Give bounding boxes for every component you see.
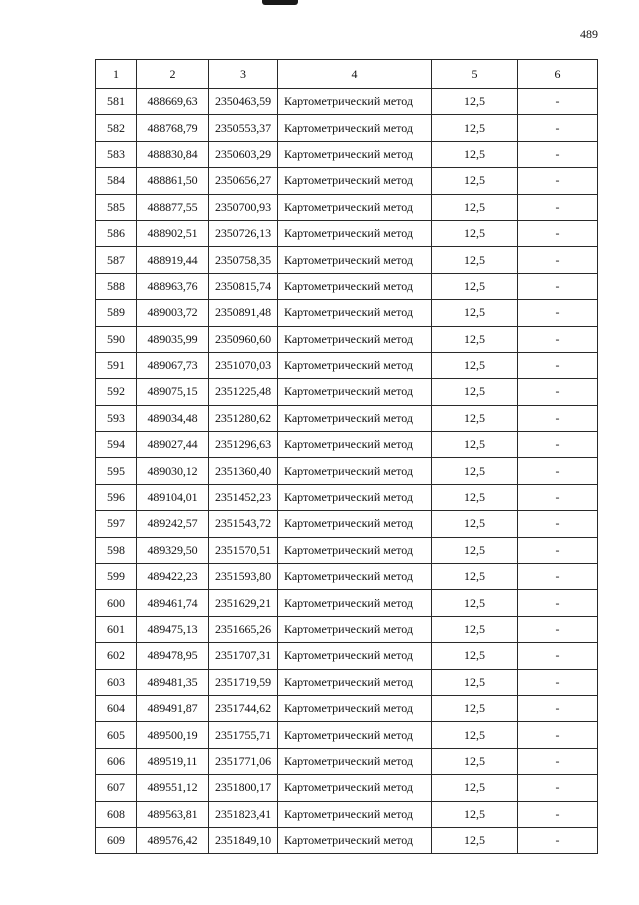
cell-note: - <box>518 115 598 141</box>
table-row <box>96 643 598 669</box>
cell-method: Картометрический метод <box>278 405 432 431</box>
cell-note: - <box>518 379 598 405</box>
cell-note: - <box>518 590 598 616</box>
cell-accuracy: 12,5 <box>432 326 518 352</box>
cell-note: - <box>518 220 598 246</box>
cell-x-coordinate: 489329,50 <box>137 537 209 563</box>
cell-method: Картометрический метод <box>278 168 432 194</box>
table-row <box>96 458 598 484</box>
cell-note: - <box>518 564 598 590</box>
cell-y-coordinate: 2351070,03 <box>209 352 278 378</box>
cell-method: Картометрический метод <box>278 273 432 299</box>
cell-point-number: 603 <box>96 669 137 695</box>
cell-x-coordinate: 488768,79 <box>137 115 209 141</box>
table-row <box>96 432 598 458</box>
cell-method: Картометрический метод <box>278 89 432 115</box>
cell-note: - <box>518 141 598 167</box>
cell-y-coordinate: 2351719,59 <box>209 669 278 695</box>
cell-note: - <box>518 511 598 537</box>
cell-x-coordinate: 488919,44 <box>137 247 209 273</box>
cell-x-coordinate: 488669,63 <box>137 89 209 115</box>
cell-note: - <box>518 748 598 774</box>
cell-method: Картометрический метод <box>278 484 432 510</box>
cell-point-number: 599 <box>96 564 137 590</box>
header-row <box>96 60 598 89</box>
cell-method: Картометрический метод <box>278 458 432 484</box>
cell-note: - <box>518 616 598 642</box>
cell-accuracy: 12,5 <box>432 775 518 801</box>
cell-y-coordinate: 2350960,60 <box>209 326 278 352</box>
cell-method: Картометрический метод <box>278 748 432 774</box>
cell-note: - <box>518 247 598 273</box>
cell-accuracy: 12,5 <box>432 115 518 141</box>
cell-accuracy: 12,5 <box>432 458 518 484</box>
cell-accuracy: 12,5 <box>432 405 518 431</box>
cell-accuracy: 12,5 <box>432 590 518 616</box>
table-row <box>96 220 598 246</box>
cell-y-coordinate: 2351707,31 <box>209 643 278 669</box>
cell-point-number: 589 <box>96 300 137 326</box>
cell-method: Картометрический метод <box>278 537 432 563</box>
table-row <box>96 379 598 405</box>
cell-note: - <box>518 775 598 801</box>
cell-y-coordinate: 2351665,26 <box>209 616 278 642</box>
cell-note: - <box>518 273 598 299</box>
cell-x-coordinate: 488861,50 <box>137 168 209 194</box>
cell-accuracy: 12,5 <box>432 616 518 642</box>
cell-x-coordinate: 489422,23 <box>137 564 209 590</box>
table-row <box>96 484 598 510</box>
column-header-6: 6 <box>518 60 598 89</box>
table-row <box>96 775 598 801</box>
cell-note: - <box>518 194 598 220</box>
cell-point-number: 609 <box>96 827 137 853</box>
cell-x-coordinate: 489027,44 <box>137 432 209 458</box>
cell-method: Картометрический метод <box>278 775 432 801</box>
cell-note: - <box>518 722 598 748</box>
table-row <box>96 247 598 273</box>
table-header <box>96 60 598 89</box>
cell-y-coordinate: 2351744,62 <box>209 695 278 721</box>
cell-point-number: 587 <box>96 247 137 273</box>
table-row <box>96 273 598 299</box>
cell-accuracy: 12,5 <box>432 827 518 853</box>
cell-point-number: 597 <box>96 511 137 537</box>
cell-y-coordinate: 2351225,48 <box>209 379 278 405</box>
cell-note: - <box>518 432 598 458</box>
cell-x-coordinate: 489481,35 <box>137 669 209 695</box>
cell-y-coordinate: 2351543,72 <box>209 511 278 537</box>
cell-point-number: 584 <box>96 168 137 194</box>
cell-note: - <box>518 326 598 352</box>
cell-x-coordinate: 489461,74 <box>137 590 209 616</box>
cell-x-coordinate: 489491,87 <box>137 695 209 721</box>
cell-x-coordinate: 489563,81 <box>137 801 209 827</box>
table-row <box>96 194 598 220</box>
cell-accuracy: 12,5 <box>432 379 518 405</box>
cell-method: Картометрический метод <box>278 564 432 590</box>
cell-note: - <box>518 537 598 563</box>
cell-accuracy: 12,5 <box>432 511 518 537</box>
table-row <box>96 827 598 853</box>
cell-accuracy: 12,5 <box>432 141 518 167</box>
cell-y-coordinate: 2351771,06 <box>209 748 278 774</box>
cell-y-coordinate: 2351755,71 <box>209 722 278 748</box>
cell-method: Картометрический метод <box>278 300 432 326</box>
cell-point-number: 583 <box>96 141 137 167</box>
cell-note: - <box>518 827 598 853</box>
cell-accuracy: 12,5 <box>432 748 518 774</box>
cell-y-coordinate: 2351570,51 <box>209 537 278 563</box>
cell-point-number: 586 <box>96 220 137 246</box>
table-row <box>96 748 598 774</box>
cell-point-number: 598 <box>96 537 137 563</box>
table-row <box>96 669 598 695</box>
cell-x-coordinate: 489104,01 <box>137 484 209 510</box>
cell-method: Картометрический метод <box>278 590 432 616</box>
table-row <box>96 695 598 721</box>
cell-accuracy: 12,5 <box>432 537 518 563</box>
table-row <box>96 168 598 194</box>
cell-point-number: 595 <box>96 458 137 484</box>
cell-note: - <box>518 300 598 326</box>
cell-point-number: 591 <box>96 352 137 378</box>
cell-method: Картометрический метод <box>278 379 432 405</box>
cell-accuracy: 12,5 <box>432 194 518 220</box>
table-row <box>96 564 598 590</box>
cell-y-coordinate: 2351849,10 <box>209 827 278 853</box>
cell-x-coordinate: 488963,76 <box>137 273 209 299</box>
cell-x-coordinate: 489519,11 <box>137 748 209 774</box>
cell-accuracy: 12,5 <box>432 722 518 748</box>
table-row <box>96 537 598 563</box>
cell-x-coordinate: 489067,73 <box>137 352 209 378</box>
cell-method: Картометрический метод <box>278 115 432 141</box>
cell-method: Картометрический метод <box>278 643 432 669</box>
cell-y-coordinate: 2350463,59 <box>209 89 278 115</box>
column-header-1: 1 <box>96 60 137 89</box>
cell-accuracy: 12,5 <box>432 669 518 695</box>
scan-artifact-mark <box>262 0 298 5</box>
cell-note: - <box>518 695 598 721</box>
cell-y-coordinate: 2350726,13 <box>209 220 278 246</box>
cell-method: Картометрический метод <box>278 247 432 273</box>
cell-note: - <box>518 458 598 484</box>
cell-point-number: 601 <box>96 616 137 642</box>
cell-method: Картометрический метод <box>278 616 432 642</box>
cell-accuracy: 12,5 <box>432 432 518 458</box>
cell-method: Картометрический метод <box>278 352 432 378</box>
cell-point-number: 602 <box>96 643 137 669</box>
cell-method: Картометрический метод <box>278 695 432 721</box>
cell-y-coordinate: 2351800,17 <box>209 775 278 801</box>
column-header-3: 3 <box>209 60 278 89</box>
table-row <box>96 405 598 431</box>
cell-y-coordinate: 2350603,29 <box>209 141 278 167</box>
cell-point-number: 596 <box>96 484 137 510</box>
table-body <box>96 89 598 854</box>
cell-accuracy: 12,5 <box>432 352 518 378</box>
table-row <box>96 801 598 827</box>
cell-accuracy: 12,5 <box>432 695 518 721</box>
table-row <box>96 89 598 115</box>
coordinates-table <box>95 59 598 854</box>
column-header-2: 2 <box>137 60 209 89</box>
table-row <box>96 722 598 748</box>
cell-x-coordinate: 489242,57 <box>137 511 209 537</box>
cell-point-number: 588 <box>96 273 137 299</box>
table-row <box>96 300 598 326</box>
cell-note: - <box>518 484 598 510</box>
cell-method: Картометрический метод <box>278 801 432 827</box>
table-row <box>96 141 598 167</box>
cell-y-coordinate: 2351360,40 <box>209 458 278 484</box>
cell-y-coordinate: 2351823,41 <box>209 801 278 827</box>
cell-accuracy: 12,5 <box>432 247 518 273</box>
cell-note: - <box>518 405 598 431</box>
cell-accuracy: 12,5 <box>432 220 518 246</box>
cell-accuracy: 12,5 <box>432 300 518 326</box>
cell-x-coordinate: 489030,12 <box>137 458 209 484</box>
cell-y-coordinate: 2350553,37 <box>209 115 278 141</box>
cell-y-coordinate: 2351452,23 <box>209 484 278 510</box>
cell-point-number: 604 <box>96 695 137 721</box>
cell-point-number: 608 <box>96 801 137 827</box>
cell-x-coordinate: 489034,48 <box>137 405 209 431</box>
cell-method: Картометрический метод <box>278 722 432 748</box>
cell-x-coordinate: 488902,51 <box>137 220 209 246</box>
cell-y-coordinate: 2350656,27 <box>209 168 278 194</box>
cell-point-number: 592 <box>96 379 137 405</box>
cell-accuracy: 12,5 <box>432 89 518 115</box>
cell-accuracy: 12,5 <box>432 273 518 299</box>
cell-x-coordinate: 489576,42 <box>137 827 209 853</box>
table-row <box>96 326 598 352</box>
table-row <box>96 352 598 378</box>
cell-accuracy: 12,5 <box>432 801 518 827</box>
cell-point-number: 605 <box>96 722 137 748</box>
cell-x-coordinate: 489500,19 <box>137 722 209 748</box>
cell-accuracy: 12,5 <box>432 643 518 669</box>
cell-x-coordinate: 489035,99 <box>137 326 209 352</box>
cell-point-number: 581 <box>96 89 137 115</box>
table-row <box>96 115 598 141</box>
cell-x-coordinate: 488830,84 <box>137 141 209 167</box>
cell-y-coordinate: 2350815,74 <box>209 273 278 299</box>
cell-method: Картометрический метод <box>278 220 432 246</box>
cell-note: - <box>518 89 598 115</box>
cell-accuracy: 12,5 <box>432 564 518 590</box>
cell-method: Картометрический метод <box>278 669 432 695</box>
cell-y-coordinate: 2351296,63 <box>209 432 278 458</box>
cell-method: Картометрический метод <box>278 827 432 853</box>
cell-y-coordinate: 2350891,48 <box>209 300 278 326</box>
cell-point-number: 593 <box>96 405 137 431</box>
cell-accuracy: 12,5 <box>432 484 518 510</box>
cell-method: Картометрический метод <box>278 326 432 352</box>
cell-accuracy: 12,5 <box>432 168 518 194</box>
cell-y-coordinate: 2350758,35 <box>209 247 278 273</box>
cell-x-coordinate: 489003,72 <box>137 300 209 326</box>
table-row <box>96 616 598 642</box>
cell-method: Картометрический метод <box>278 141 432 167</box>
cell-x-coordinate: 489478,95 <box>137 643 209 669</box>
cell-note: - <box>518 352 598 378</box>
cell-point-number: 590 <box>96 326 137 352</box>
cell-point-number: 594 <box>96 432 137 458</box>
cell-x-coordinate: 489075,15 <box>137 379 209 405</box>
cell-method: Картометрический метод <box>278 432 432 458</box>
cell-y-coordinate: 2350700,93 <box>209 194 278 220</box>
cell-method: Картометрический метод <box>278 194 432 220</box>
cell-y-coordinate: 2351629,21 <box>209 590 278 616</box>
cell-point-number: 600 <box>96 590 137 616</box>
cell-point-number: 582 <box>96 115 137 141</box>
cell-note: - <box>518 168 598 194</box>
cell-point-number: 585 <box>96 194 137 220</box>
cell-note: - <box>518 801 598 827</box>
cell-point-number: 607 <box>96 775 137 801</box>
table-row <box>96 511 598 537</box>
cell-point-number: 606 <box>96 748 137 774</box>
cell-x-coordinate: 489551,12 <box>137 775 209 801</box>
page-number: 489 <box>580 27 598 41</box>
cell-note: - <box>518 669 598 695</box>
cell-x-coordinate: 488877,55 <box>137 194 209 220</box>
cell-method: Картометрический метод <box>278 511 432 537</box>
cell-note: - <box>518 643 598 669</box>
table-row <box>96 590 598 616</box>
column-header-4: 4 <box>278 60 432 89</box>
column-header-5: 5 <box>432 60 518 89</box>
cell-y-coordinate: 2351593,80 <box>209 564 278 590</box>
cell-y-coordinate: 2351280,62 <box>209 405 278 431</box>
cell-x-coordinate: 489475,13 <box>137 616 209 642</box>
